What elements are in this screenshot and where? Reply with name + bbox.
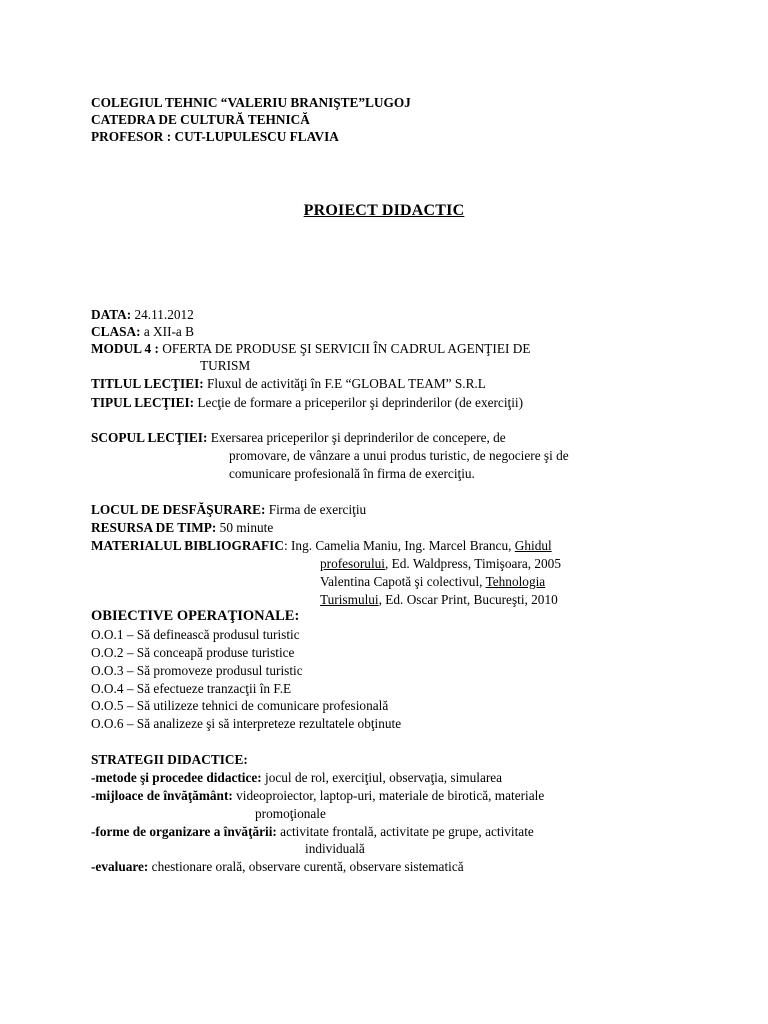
purpose-line-1: Exersarea priceperilor şi deprinderilor de concepere, de <box>207 430 506 445</box>
means-label: -mijloace de învăţământ: <box>91 788 233 803</box>
biblio-publisher-1: , Ed. Waldpress, Timişoara, 2005 <box>385 556 561 571</box>
department-name: CATEDRA DE CULTURĂ TEHNICĂ <box>91 112 310 127</box>
forms-value-cont: individuală <box>305 841 365 856</box>
objective-item: O.O.2 – Să conceapă produse turistice <box>91 645 295 660</box>
lesson-type-value: Lecţie de formare a priceperilor şi deprinderilor (de exerciţii) <box>194 395 524 410</box>
place-label: LOCUL DE DESFĂŞURARE: <box>91 502 266 517</box>
objective-item: O.O.3 – Să promoveze produsul turistic <box>91 663 303 678</box>
lesson-title-label: TITLUL LECŢIEI: <box>91 376 204 391</box>
evaluation-value: chestionare orală, observare curentă, observare sistematică <box>148 859 464 874</box>
purpose-line-2: promovare, de vânzare a unui produs turistic, de negociere şi de <box>229 448 569 463</box>
lesson-title-row <box>91 375 486 392</box>
module-row <box>91 340 530 357</box>
purpose-row <box>91 429 506 446</box>
lesson-type-label: TIPUL LECŢIEI: <box>91 395 195 410</box>
biblio-authors-2: Valentina Capotă şi colectivul, <box>320 574 486 589</box>
strategies-heading: STRATEGII DIDACTICE: <box>91 752 248 767</box>
time-value: 50 minute <box>216 520 274 535</box>
biblio-book-2: Tehnologia <box>485 574 546 589</box>
place-row <box>91 501 366 518</box>
biblio-publisher-2: , Ed. Oscar Print, Bucureşti, 2010 <box>378 592 558 607</box>
evaluation-label: -evaluare: <box>91 859 149 874</box>
biblio-line-3 <box>320 573 545 590</box>
biblio-book-2-cont: Turismului <box>320 592 379 607</box>
date-label: DATA: <box>91 307 132 322</box>
evaluation-row <box>91 858 464 875</box>
methods-row <box>91 769 502 786</box>
class-row <box>91 323 194 340</box>
objective-item: O.O.6 – Să analizeze şi să interpreteze rezultatele obţinute <box>91 716 402 731</box>
time-label: RESURSA DE TIMP: <box>91 520 217 535</box>
module-value: OFERTA DE PRODUSE ŞI SERVICII ÎN CADRUL AGENŢIEI DE <box>158 341 531 356</box>
time-row <box>91 519 273 536</box>
module-value-cont: TURISM <box>200 358 251 373</box>
biblio-row <box>91 537 552 554</box>
place-value: Firma de exerciţiu <box>265 502 367 517</box>
biblio-line-4 <box>320 591 558 608</box>
objective-item: O.O.5 – Să utilizeze tehnici de comunicare profesională <box>91 698 389 713</box>
forms-row <box>91 823 534 840</box>
school-name: COLEGIUL TEHNIC “VALERIU BRANIŞTE”LUGOJ <box>91 95 411 110</box>
means-row <box>91 787 544 804</box>
teacher-name: PROFESOR : CUT-LUPULESCU FLAVIA <box>91 129 339 144</box>
objective-item: O.O.1 – Să definească produsul turistic <box>91 627 300 642</box>
methods-label: -metode şi procedee didactice: <box>91 770 262 785</box>
forms-label: -forme de organizare a învăţării: <box>91 824 277 839</box>
purpose-label: SCOPUL LECŢIEI: <box>91 430 208 445</box>
biblio-line-2 <box>320 555 561 572</box>
class-value: a XII-a B <box>140 324 195 339</box>
page-title: PROIECT DIDACTIC <box>303 202 465 219</box>
methods-value: jocul de rol, exerciţiul, observaţia, simularea <box>261 770 503 785</box>
forms-value: activitate frontală, activitate pe grupe, activitate <box>276 824 534 839</box>
date-value: 24.11.2012 <box>131 307 194 322</box>
biblio-book-1: Ghidul <box>514 538 552 553</box>
purpose-line-3: comunicare profesională în firma de exerciţiu. <box>229 466 475 481</box>
biblio-book-1-cont: profesorului <box>320 556 385 571</box>
means-value: videoproiector, laptop-uri, materiale de birotică, materiale <box>232 788 545 803</box>
date-row <box>91 306 194 323</box>
module-label: MODUL 4 : <box>91 341 159 356</box>
lesson-type-row <box>91 394 523 411</box>
means-value-cont: promoţionale <box>255 806 326 821</box>
lesson-title-value: Fluxul de activităţi în F.E “GLOBAL TEAM” S.R.L <box>203 376 486 391</box>
biblio-label: MATERIALUL BIBLIOGRAFIC <box>91 538 284 553</box>
objectives-heading: OBIECTIVE OPERAŢIONALE: <box>91 608 300 624</box>
biblio-text-1: : Ing. Camelia Maniu, Ing. Marcel Brancu, <box>283 538 515 553</box>
objective-item: O.O.4 – Să efectueze tranzacţii în F.E <box>91 681 292 696</box>
class-label: CLASA: <box>91 324 141 339</box>
